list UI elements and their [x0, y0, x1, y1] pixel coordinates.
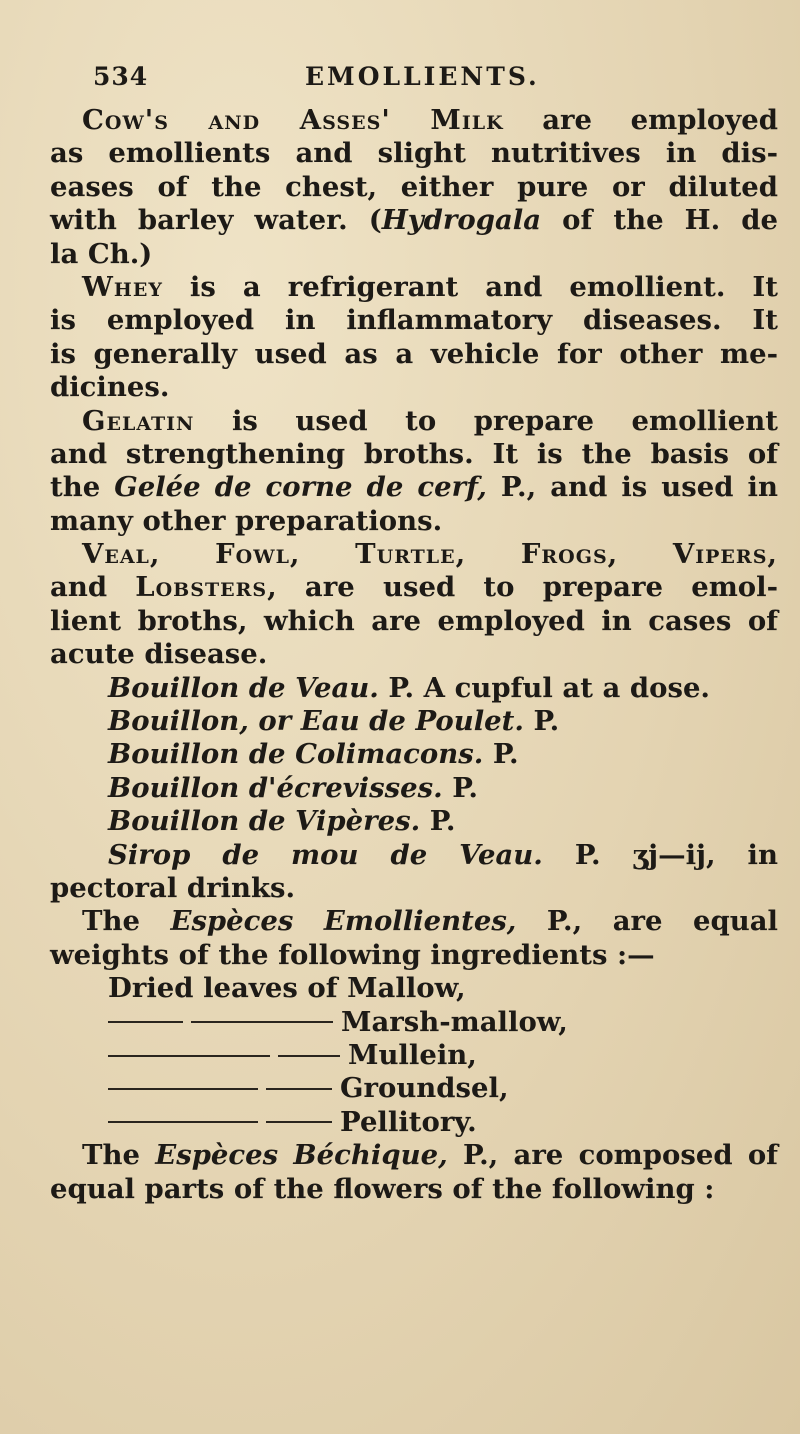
italic-term: Bouillon de Vipères. — [108, 805, 421, 838]
italic-term: Bouillon, or Eau de Poulet. — [108, 705, 524, 738]
text-span: of the H. de — [541, 204, 778, 237]
italic-term: Gelée de corne de cerf, — [114, 471, 487, 504]
text-span: with barley water. ( — [50, 204, 382, 237]
bouillon-ecrevisses — [50, 772, 778, 805]
ingredient-line — [50, 1006, 778, 1039]
italic-term: Bouillon de Colimacons. — [108, 738, 484, 771]
ingredient-mullein: Mullein, — [348, 1038, 477, 1071]
text-line — [50, 939, 778, 972]
para-cows-milk-line — [50, 104, 778, 137]
text-span: P. A cupful at a dose. — [378, 671, 711, 704]
text-span: and strengthening broths. It is the basis of — [50, 437, 778, 470]
text-span: equal parts of the flowers of the following : — [50, 1172, 715, 1205]
text-line — [50, 505, 778, 538]
text-span: P. — [442, 771, 478, 804]
text-span: P. — [483, 738, 519, 771]
text-span: eases of the chest, either pure or diluted — [50, 170, 778, 203]
italic-term: Sirop de mou de Veau. — [108, 838, 543, 871]
text-line — [50, 304, 778, 337]
para-veal-line — [50, 538, 778, 571]
text-span: The — [82, 1139, 156, 1172]
ingredient-line — [50, 1072, 778, 1105]
text-span: dicines. — [50, 371, 170, 404]
text-line — [50, 571, 778, 604]
italic-term: Espèces Emollientes, — [170, 905, 517, 938]
para-whey-line — [50, 271, 778, 304]
term-veal-fowl: Veal, Fowl, Turtle, Frogs, Vipers, — [82, 538, 778, 571]
term-gelatin: Gelatin — [82, 404, 195, 437]
italic-term: Bouillon de Veau. — [108, 671, 379, 704]
text-span: pectoral drinks. — [50, 871, 296, 904]
ingredient-line — [50, 1039, 778, 1072]
text-span: the — [50, 471, 115, 504]
ditto-rule — [266, 1121, 332, 1123]
text-line — [50, 438, 778, 471]
page-header — [93, 62, 773, 106]
ditto-rule — [108, 1088, 258, 1090]
italic-term: Espèces Béchique, — [155, 1139, 448, 1172]
text-span: and — [50, 571, 136, 604]
text-span: P. — [523, 705, 560, 738]
text-span: P. ʒj—ij, in — [542, 838, 778, 871]
ditto-rule — [191, 1021, 333, 1023]
text-line — [50, 171, 778, 204]
text-span: , are used to prepare emol- — [267, 571, 778, 604]
text-span: is employed in inflammatory diseases. It — [50, 304, 778, 337]
ingredient-marsh-mallow: Marsh-mallow, — [341, 1005, 568, 1038]
ingredient-line — [50, 972, 778, 1005]
para-especes-emollientes — [50, 905, 778, 938]
text-span: as emollients and slight nutritives in dis- — [50, 137, 778, 170]
ingredient-mallow: Dried leaves of Mallow, — [108, 972, 466, 1005]
text-span: P., and is used in — [486, 471, 778, 504]
text-span: weights of the following ingredients :— — [50, 938, 655, 971]
text-line — [50, 471, 778, 504]
text-span: P., are composed of — [447, 1139, 779, 1172]
text-span: is generally used as a vehicle for other me- — [50, 337, 778, 370]
ingredient-groundsel: Groundsel, — [340, 1072, 509, 1105]
bouillon-colimacons — [50, 738, 778, 771]
bouillon-poulet — [50, 705, 778, 738]
ditto-rule — [266, 1088, 332, 1090]
text-span: P. — [420, 805, 456, 838]
text-line — [50, 605, 778, 638]
term-whey: Whey — [82, 270, 163, 303]
text-span: P., are equal — [516, 905, 779, 938]
page-number: 534 — [93, 62, 149, 91]
text-line — [50, 1173, 778, 1206]
text-span: is used to prepare emollient — [194, 404, 778, 437]
bouillon-veau — [50, 672, 778, 705]
ditto-rule — [108, 1021, 183, 1023]
ingredient-pellitory: Pellitory. — [340, 1105, 477, 1138]
italic-term: Hydrogala — [381, 204, 542, 237]
text-line — [50, 338, 778, 371]
ditto-rule — [108, 1055, 270, 1057]
text-line — [50, 371, 778, 404]
text-span: la Ch.) — [50, 237, 153, 270]
text-line — [50, 238, 778, 271]
text-span: is a refrigerant and emollient. It — [162, 270, 778, 303]
text-span: The — [82, 905, 171, 938]
sirop-mou-de-veau — [50, 839, 778, 872]
para-gelatin-line — [50, 405, 778, 438]
running-head: EMOLLIENTS. — [305, 62, 540, 91]
text-line — [50, 137, 778, 170]
term-lobsters: Lobsters — [135, 571, 268, 604]
body-text — [50, 104, 778, 1206]
para-especes-bechique — [50, 1139, 778, 1172]
italic-term: Bouillon d'écrevisses. — [108, 771, 443, 804]
ditto-rule — [278, 1055, 340, 1057]
text-line — [50, 638, 778, 671]
ditto-rule — [108, 1121, 258, 1123]
text-span: many other preparations. — [50, 504, 443, 537]
text-span: lient broths, which are employed in cases of — [50, 604, 778, 637]
bouillon-viperes — [50, 805, 778, 838]
text-span: are employed — [503, 104, 778, 136]
text-span: acute disease. — [50, 638, 268, 671]
ingredient-line — [50, 1106, 778, 1139]
text-line — [50, 872, 778, 905]
text-line — [50, 204, 778, 237]
term-cows-milk: Cow's and Asses' Milk — [82, 104, 504, 136]
